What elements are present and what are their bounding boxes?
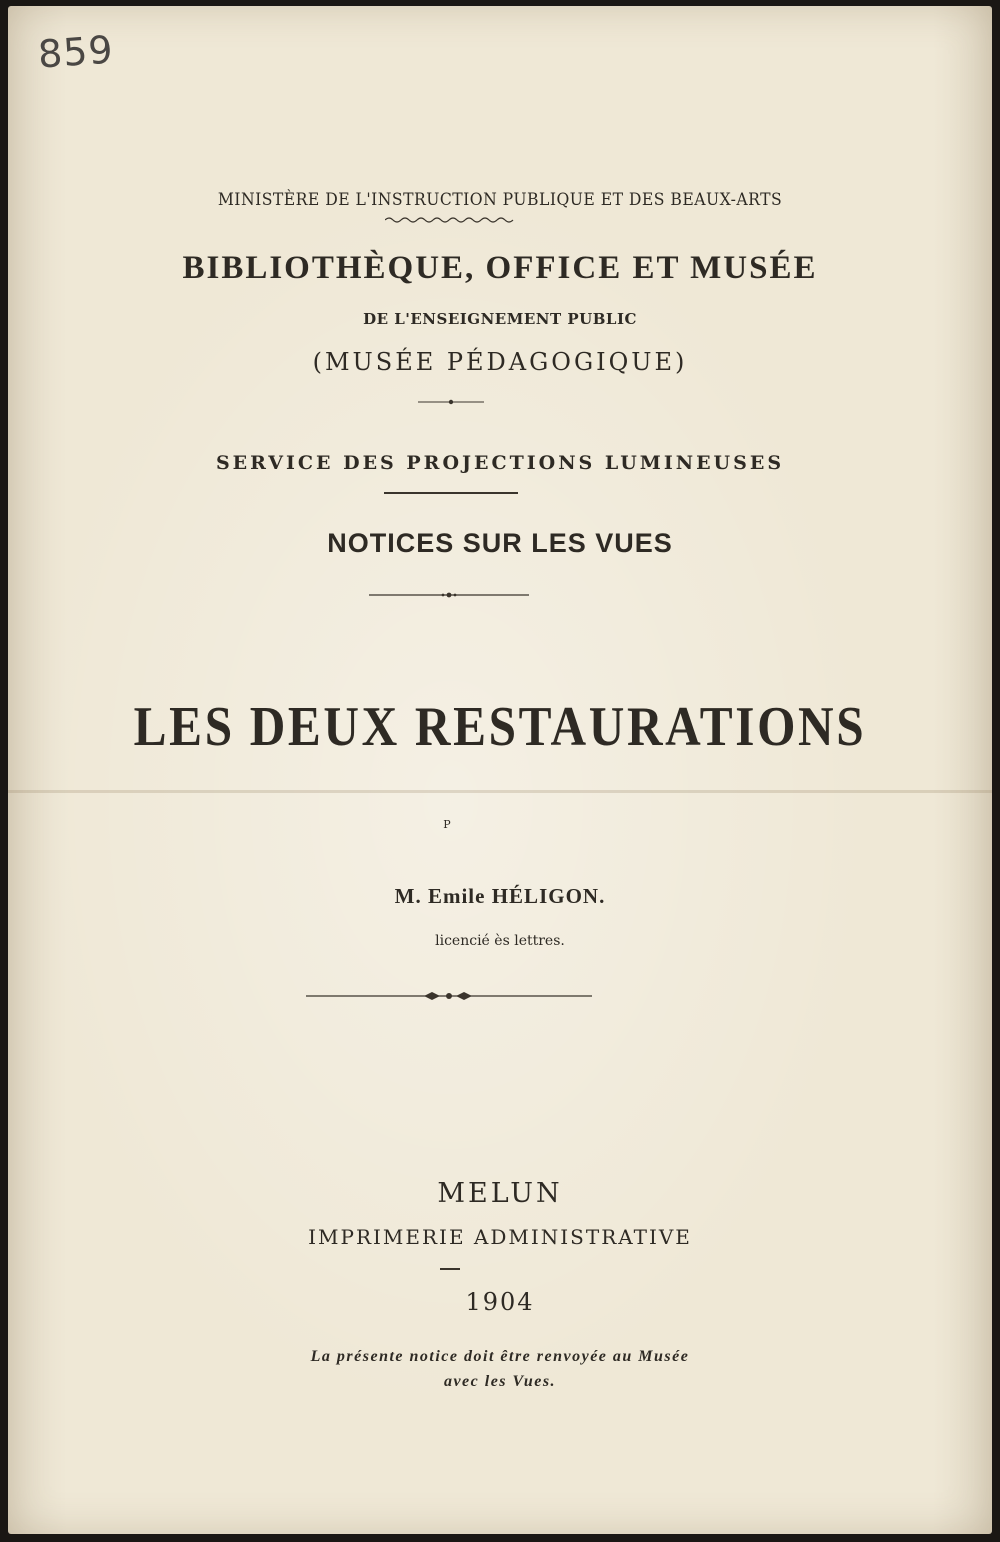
author-credential: licencié ès lettres. <box>435 933 565 949</box>
institution-title: BIBLIOTHÈQUE, OFFICE ET MUSÉE <box>182 250 818 286</box>
museum-name: (MUSÉE PÉDAGOGIQUE) <box>312 348 688 376</box>
author-ornament <box>306 990 592 1002</box>
imprint-printer: IMPRIMERIE ADMINISTRATIVE <box>308 1225 692 1249</box>
institution-subtitle: DE L'ENSEIGNEMENT PUBLIC <box>363 310 637 328</box>
par-label: P <box>443 818 451 831</box>
year-rule <box>440 1268 460 1270</box>
notices-ornament <box>369 590 529 600</box>
small-ornament <box>418 397 484 407</box>
ministry-line: MINISTÈRE DE L'INSTRUCTION PUBLIQUE ET DES BEAUX-ARTS <box>217 190 783 210</box>
return-notice-line1: La présente notice doit être renvoyée au Musée <box>310 1348 690 1365</box>
service-line: SERVICE DES PROJECTIONS LUMINEUSES <box>215 452 785 474</box>
notices-heading: NOTICES SUR LES VUES <box>327 528 673 558</box>
handwritten-shelfmark: 859 <box>36 27 115 77</box>
author-name: M. Emile HÉLIGON. <box>394 884 606 908</box>
imprint-year: 1904 <box>465 1288 535 1316</box>
main-title: LES DEUX RESTAURATIONS <box>133 696 867 758</box>
paper-fold <box>8 790 992 793</box>
divider-rule <box>384 492 518 494</box>
wavy-rule <box>385 216 515 224</box>
imprint-city: MELUN <box>437 1178 563 1209</box>
return-notice-line2: avec les Vues. <box>443 1373 557 1390</box>
